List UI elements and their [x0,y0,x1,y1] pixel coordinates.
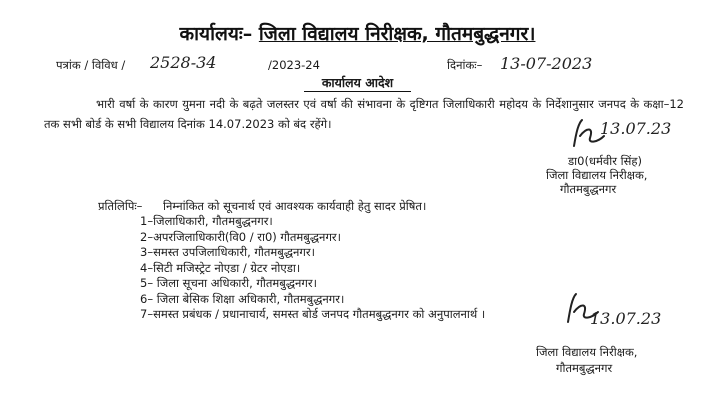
list-item: 5– जिला सूचना अधिकारी, गौतमबुद्धनगर। [140,276,317,290]
signature-2-date: 13.07.23 [590,309,662,328]
office-heading [0,20,715,46]
session-year: /2023-24 [268,58,320,72]
copy-to-text: निम्नांकित को सूचनार्थ एवं आवश्यक कार्यवाही हेतु सादर प्रेषित। [163,199,427,213]
patrank-label: पत्रांक / विविध / [56,58,126,72]
office-label: कार्यालयः– [179,23,253,45]
list-item: 7–समस्त प्रबंधक / प्रधानाचार्य, समस्त बोर्ड जनपद गौतमबुद्धनगर को अनुपालनार्थ । [140,307,486,321]
office-name: जिला विद्यालय निरीक्षक, गौतमबुद्धनगर। [258,23,536,45]
list-item: 1–जिलाधिकारी, गौतमबुद्धनगर। [140,214,273,228]
date-label: दिनांकः– [447,58,483,72]
signatory-place: गौतमबुद्धनगर [560,182,617,196]
signatory-2-place: गौतमबुद्धनगर [556,361,613,375]
list-item: 6– जिला बेसिक शिक्षा अधिकारी, गौतमबुद्धनगर। [140,292,345,306]
signatory-designation: जिला विद्यालय निरीक्षक, [546,168,648,182]
order-body: भारी वर्षा के कारण युमना नदी के बढ़ते जलस्तर एवं वर्षा की संभावना के दृष्टिगत जिलाधिकारी महोदय के निर्देशानुसार जनपद के कक्षा–12 तक सभी बोर्ड के सभी विद्यालय दिनांक 14.07.2023 को बंद रहेंगे। [44,97,684,131]
date-value: 13-07-2023 [500,54,593,73]
order-title: कार्यालय आदेश [0,74,715,91]
patrank-number: 2528-34 [150,53,217,72]
list-item: 4–सिटी मजिस्ट्रेट नोएडा / ग्रेटर नोएडा। [140,261,301,275]
list-item: 3–समस्त उपजिलाधिकारी, गौतमबुद्धनगर। [140,245,315,259]
signature-1-date: 13.07.23 [600,119,672,138]
signatory-name: डा0(धर्मवीर सिंह) [568,154,642,168]
signatory-2-designation: जिला विद्यालय निरीक्षक, [536,345,638,359]
copy-to-label: प्रतिलिपिः– [98,199,143,213]
list-item: 2–अपरजिलाधिकारी(वि0 / रा0) गौतमबुद्धनगर। [140,230,341,244]
